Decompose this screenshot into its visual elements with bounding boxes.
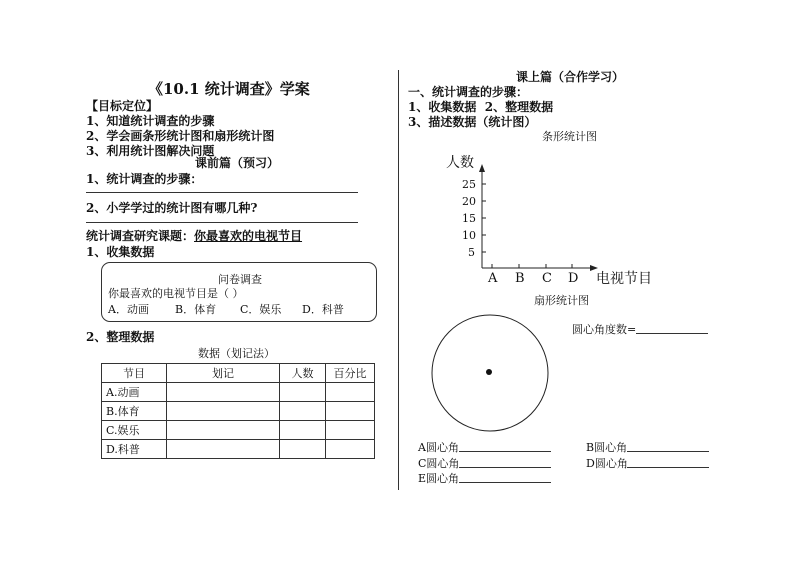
tally-cell[interactable]	[167, 440, 280, 459]
column-divider	[398, 70, 399, 490]
survey-option-a[interactable]: A．动画	[108, 303, 149, 316]
goal-header: 【目标定位】	[86, 99, 159, 113]
angle-a-label: A圆心角	[418, 441, 459, 454]
pre-section-title: 课前篇（预习）	[195, 156, 280, 170]
tally-cell[interactable]	[167, 383, 280, 402]
bar-x-label: 电视节目	[596, 271, 652, 287]
right-question-1: 一、统计调查的步骤：	[408, 85, 529, 99]
question-1: 1、统计调查的步骤：	[86, 172, 203, 186]
row-label: C.娱乐	[102, 421, 167, 440]
answer-line-2[interactable]	[86, 222, 358, 223]
bar-y-label: 人数	[446, 155, 474, 171]
angle-e-line[interactable]	[459, 482, 551, 483]
percent-cell[interactable]	[326, 440, 375, 459]
header-count: 人数	[280, 364, 326, 383]
angle-b-line[interactable]	[627, 451, 709, 452]
question-2: 2、小学学过的统计图有哪几种?	[86, 201, 258, 215]
topic-text: 你最喜欢的电视节目	[194, 229, 303, 243]
step-collect: 1、收集数据	[86, 245, 155, 259]
step-organize: 2、整理数据	[86, 330, 155, 344]
pie-chart-title: 扇形统计图	[534, 294, 589, 307]
angle-d-label: D圆心角	[586, 457, 628, 470]
pie-circle	[430, 313, 550, 433]
survey-option-d[interactable]: D．科普	[302, 303, 344, 316]
table-row	[102, 440, 375, 459]
step-3: 3、描述数据（统计图）	[408, 115, 537, 129]
class-section-title: 课上篇（合作学习）	[516, 70, 625, 84]
table-row	[102, 402, 375, 421]
page-title: 《10.1 统计调查》学案	[148, 80, 310, 98]
goal-3: 3、利用统计图解决问题	[86, 144, 215, 158]
x-tick-label: A	[488, 271, 498, 286]
x-tick-label: B	[515, 271, 525, 286]
step-2: 2、整理数据	[484, 100, 554, 114]
bar-chart-title: 条形统计图	[542, 130, 597, 143]
header-program: 节目	[102, 364, 167, 383]
angle-answer-line[interactable]	[636, 333, 708, 334]
header-tally: 划记	[167, 364, 280, 383]
circle-center-dot	[486, 369, 492, 375]
percent-cell[interactable]	[326, 421, 375, 440]
research-topic	[86, 227, 302, 244]
y-tick-label: 10	[462, 229, 476, 242]
count-cell[interactable]	[280, 440, 326, 459]
row-label: B.体育	[102, 402, 167, 421]
percent-cell[interactable]	[326, 402, 375, 421]
angle-a-line[interactable]	[459, 451, 551, 452]
count-cell[interactable]	[280, 383, 326, 402]
goal-2: 2、学会画条形统计图和扇形统计图	[86, 129, 275, 143]
x-tick-label: D	[568, 271, 579, 286]
y-axis-arrow	[479, 164, 485, 172]
y-tick-label: 25	[462, 178, 476, 191]
table-row	[102, 421, 375, 440]
table-header-row	[102, 364, 375, 383]
y-tick-label: 5	[468, 246, 475, 259]
survey-option-c[interactable]: C．娱乐	[240, 303, 282, 316]
angle-c-line[interactable]	[459, 467, 551, 468]
survey-question: 你最喜欢的电视节目是（ ）	[108, 287, 244, 300]
survey-title: 问卷调查	[218, 273, 262, 286]
angle-c-label: C圆心角	[418, 457, 460, 470]
row-label: A.动画	[102, 383, 167, 402]
table-row	[102, 383, 375, 402]
tally-cell[interactable]	[167, 421, 280, 440]
row-label: D.科普	[102, 440, 167, 459]
header-percent: 百分比	[326, 364, 375, 383]
answer-line-1[interactable]	[86, 192, 358, 193]
survey-option-b[interactable]: B．体育	[175, 303, 217, 316]
x-tick-label: C	[542, 271, 552, 286]
angle-e-label: E圆心角	[418, 472, 460, 485]
angle-label: 圆心角度数=	[572, 323, 637, 336]
y-tick-label: 20	[462, 195, 476, 208]
angle-d-line[interactable]	[627, 467, 709, 468]
count-cell[interactable]	[280, 421, 326, 440]
angle-b-label: B圆心角	[586, 441, 628, 454]
goal-1: 1、知道统计调查的步骤	[86, 114, 215, 128]
step-1: 1、收集数据	[408, 100, 477, 114]
count-cell[interactable]	[280, 402, 326, 421]
table-caption: 数据（划记法）	[198, 347, 275, 360]
y-tick-label: 15	[462, 212, 476, 225]
tally-cell[interactable]	[167, 402, 280, 421]
tally-table	[101, 363, 375, 459]
percent-cell[interactable]	[326, 383, 375, 402]
topic-label: 统计调查研究课题：	[86, 229, 195, 243]
